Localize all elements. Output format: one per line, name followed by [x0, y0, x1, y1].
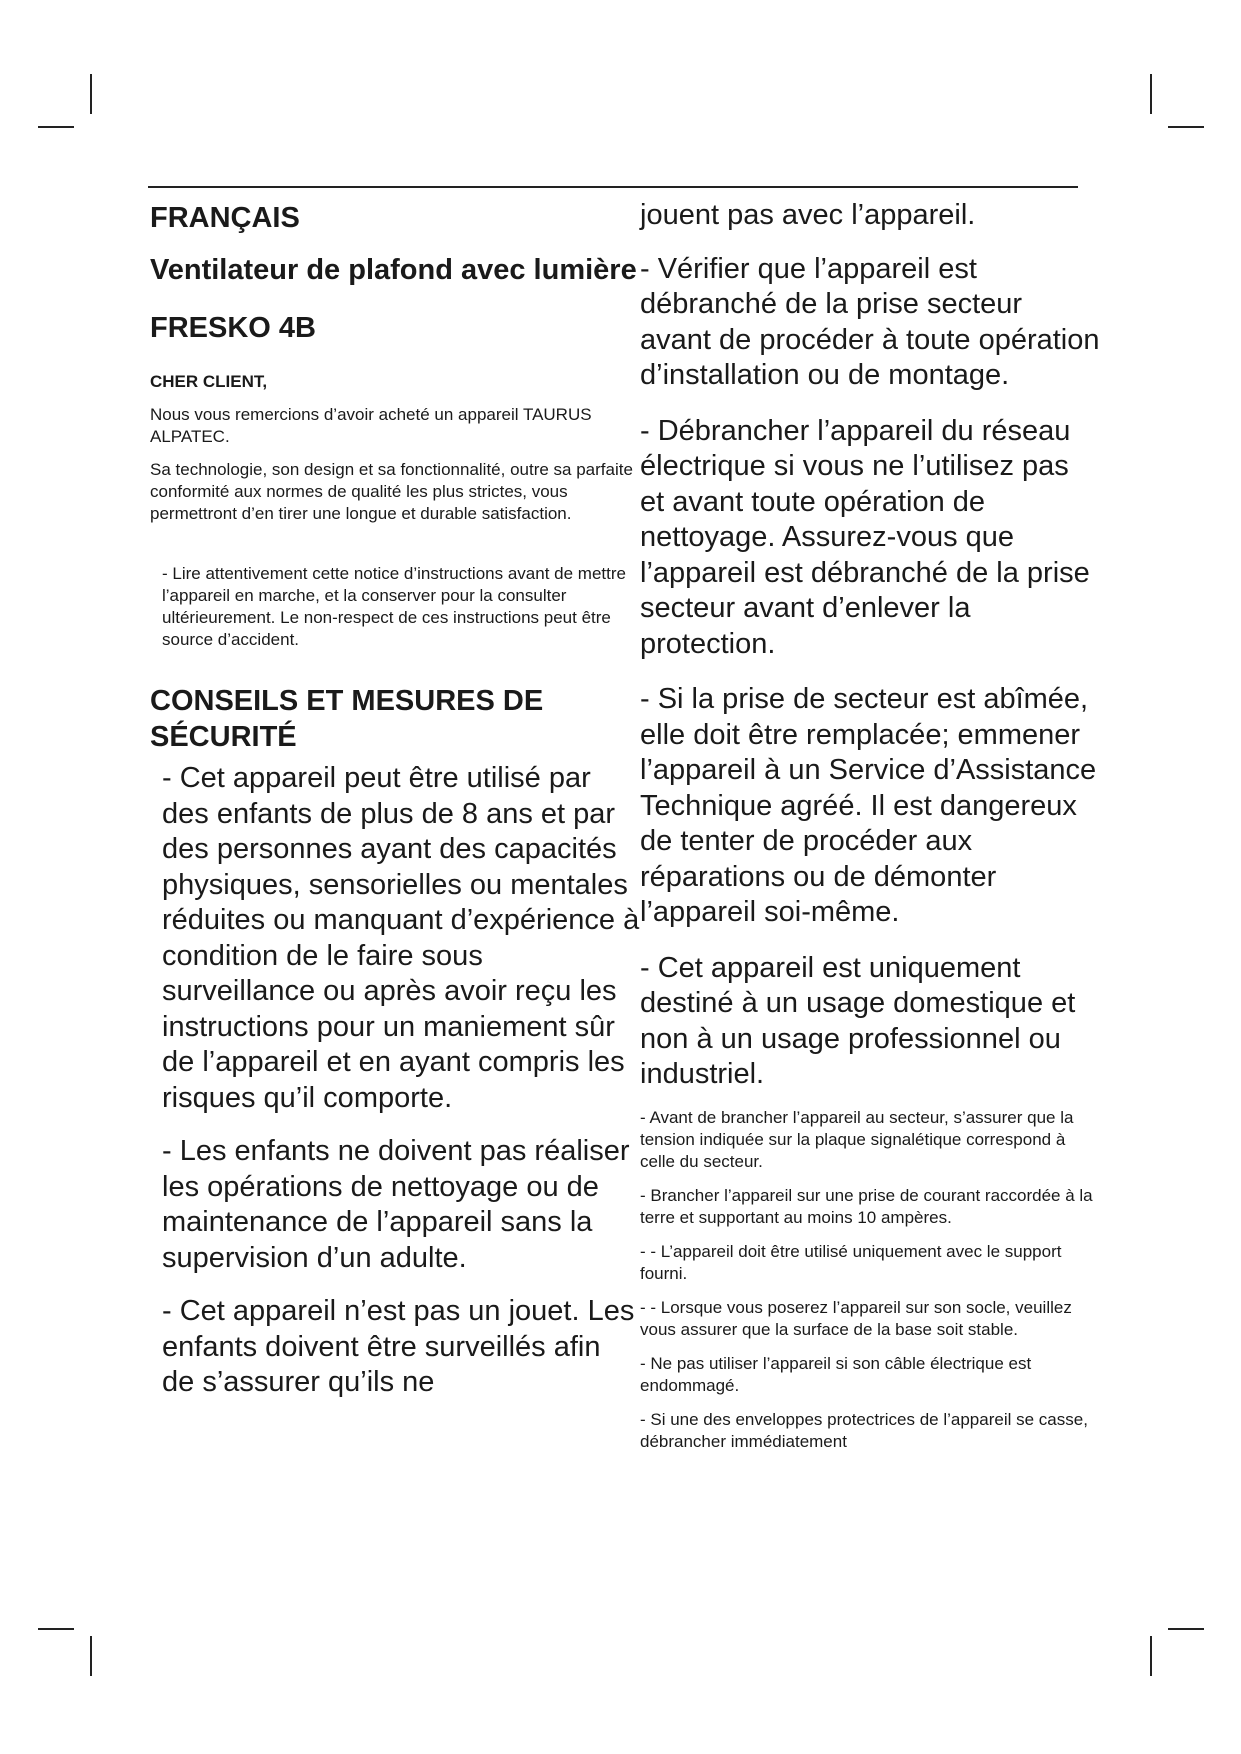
safety-item-small: - Brancher l’appareil sur une prise de courant raccordée à la terre et supportant au moins 10 ampères.	[640, 1185, 1093, 1227]
safety-item: - Débrancher l’appareil du réseau électrique si vous ne l’utilisez pas et avant toute opération de nettoyage. Assurez-vous que l’appareil est débranché de la prise secteur avant d’enlever la protection.	[640, 414, 1090, 660]
crop-mark-bottom-left-vertical	[90, 1636, 92, 1676]
safety-item: jouent pas avec l’appareil.	[640, 199, 976, 231]
safety-item: - Cet appareil peut être utilisé par des enfants de plus de 8 ans et par des personnes ayant des capacités physiques, sensorielles ou mentales réduites ou manquant d’expérience à condition de le faire sous surveillance ou après avoir reçu les instructions pour un maniement sûr de l’appareil et en ayant compris les risques qu’il comporte.	[162, 762, 640, 1114]
crop-mark-bottom-left-horizontal	[38, 1628, 74, 1630]
greeting: CHER CLIENT,	[150, 372, 268, 391]
header-rule	[148, 186, 1078, 188]
product-name: Ventilateur de plafond avec lumière	[150, 254, 637, 286]
safety-item-small: - Avant de brancher l’appareil au secteur, s’assurer que la tension indiquée sur la plaque signalétique correspond à celle du secteur.	[640, 1107, 1074, 1171]
crop-mark-top-right-horizontal	[1168, 126, 1204, 128]
crop-mark-bottom-right-horizontal	[1168, 1628, 1204, 1630]
crop-mark-top-right-vertical	[1150, 74, 1152, 114]
model-name: FRESKO 4B	[150, 312, 316, 344]
left-column	[150, 198, 640, 1419]
safety-item: - Cet appareil n’est pas un jouet. Les enfants doivent être surveillés afin de s’assurer qu’ils ne	[162, 1295, 635, 1398]
safety-section-title: CONSEILS ET MESURES DE SÉCURITÉ	[150, 685, 544, 753]
crop-mark-top-left-vertical	[90, 74, 92, 114]
safety-item-small: - - L’appareil doit être utilisé uniquement avec le support fourni.	[640, 1241, 1062, 1283]
read-notice-paragraph: - Lire attentivement cette notice d’instructions avant de mettre l’appareil en marche, et la conserver pour la consulter ultérieurement. Le non-respect de ces instructions peut être source d’accident.	[162, 564, 626, 649]
technology-paragraph: Sa technologie, son design et sa fonctionnalité, outre sa parfaite conformité aux normes de qualité les plus strictes, vous permettront d’en tirer une longue et durable satisfaction.	[150, 460, 633, 523]
safety-item-small: - - Lorsque vous poserez l’appareil sur son socle, veuillez vous assurer que la surface de la base soit stable.	[640, 1297, 1072, 1339]
crop-mark-top-left-horizontal	[38, 126, 74, 128]
safety-item-small: - Si une des enveloppes protectrices de l’appareil se casse, débrancher immédiatement	[640, 1409, 1088, 1451]
safety-item: - Les enfants ne doivent pas réaliser les opérations de nettoyage ou de maintenance de l’appareil sans la supervision d’un adulte.	[162, 1135, 630, 1274]
language-heading: FRANÇAIS	[150, 202, 300, 234]
safety-item-small: - Ne pas utiliser l’appareil si son câble électrique est endommagé.	[640, 1353, 1032, 1395]
crop-mark-bottom-right-vertical	[1150, 1636, 1152, 1676]
safety-item: - Vérifier que l’appareil est débranché de la prise secteur avant de procéder à toute opération d’installation ou de montage.	[640, 252, 1100, 391]
thanks-paragraph: Nous vous remercions d’avoir acheté un appareil TAURUS ALPATEC.	[150, 405, 592, 446]
right-column	[640, 198, 1100, 1465]
safety-item: - Si la prise de secteur est abîmée, elle doit être remplacée; emmener l’appareil à un Service d’Assistance Technique agréé. Il est dangereux de tenter de procéder aux réparations ou de démonter l’appareil soi-même.	[640, 683, 1097, 928]
safety-item: - Cet appareil est uniquement destiné à un usage domestique et non à un usage professionnel ou industriel.	[640, 951, 1076, 1090]
